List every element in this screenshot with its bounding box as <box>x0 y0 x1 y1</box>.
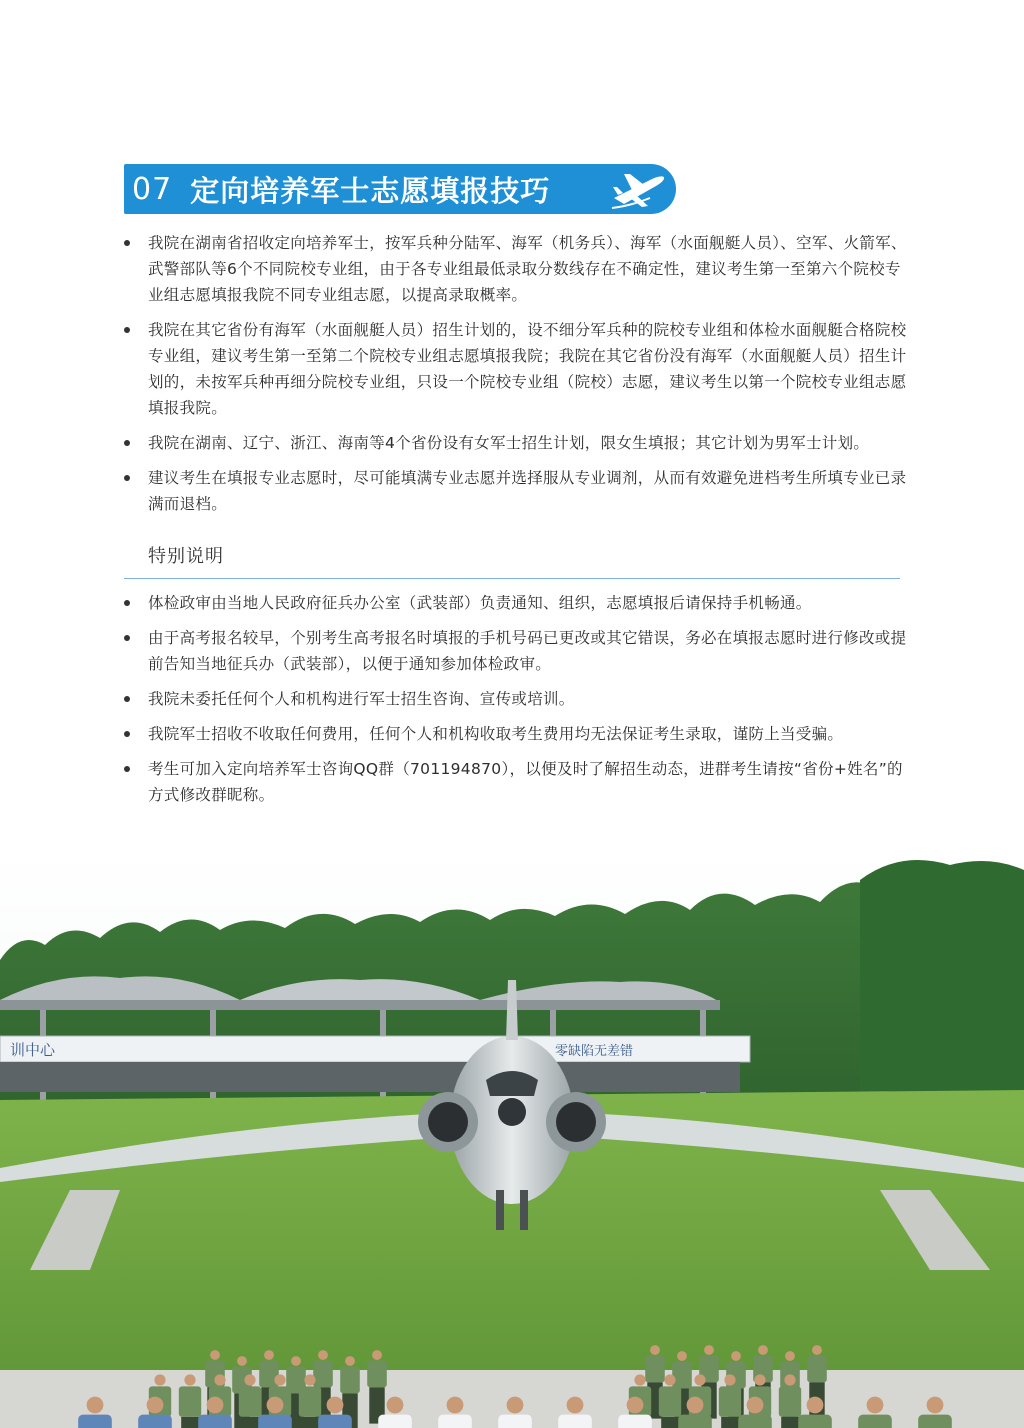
special-notes-list <box>120 590 910 817</box>
divider <box>124 578 900 579</box>
photo-illustration <box>0 850 1024 1428</box>
list-item: 考生可加入定向培养军士咨询QQ群（701194870），以便及时了解招生动态，进群考生请按“省份+姓名”的方式修改群昵称。 <box>120 756 910 808</box>
cadet-figure <box>367 1350 387 1424</box>
list-item: 我院在其它省份有海军（水面舰艇人员）招生计划的，设不细分军兵种的院校专业组和体检水面舰艇合格院校专业组，建议考生第一至第二个院校专业组志愿填报我院；我院在其它省份没有海军（水面舰艇人员）招生计划的，未按军兵种再细分院校专业组，只设一个院校专业组（院校）志愿，建议考生以第一个院校专业组志愿填报我院。 <box>120 317 910 421</box>
section-number: 07 <box>132 171 173 207</box>
airplane-icon <box>610 168 668 210</box>
list-item: 我院军士招收不收取任何费用，任何个人和机构收取考生费用均无法保证考生录取，谨防上当受骗。 <box>120 721 910 747</box>
sign-text-right: 零缺陷无差错 <box>555 1044 634 1059</box>
list-item: 我院未委托任何个人和机构进行军士招生咨询、宣传或培训。 <box>120 686 910 712</box>
list-item: 建议考生在填报专业志愿时，尽可能填满专业志愿并选择服从专业调剂，从而有效避免进档考生所填专业已录满而退档。 <box>120 465 910 517</box>
list-item: 由于高考报名较早，个别考生高考报名时填报的手机号码已更改或其它错误，务必在填报志愿时进行修改或提前告知当地征兵办（武装部），以便于通知参加体检政审。 <box>120 625 910 677</box>
list-item: 体检政审由当地人民政府征兵办公室（武装部）负责通知、组织，志愿填报后请保持手机畅通。 <box>120 590 910 616</box>
cadets-aircraft-photo <box>0 850 1024 1428</box>
special-notes-heading: 特别说明 <box>148 546 224 567</box>
tips-list <box>120 230 910 526</box>
sign-text-left: 训中心 <box>10 1041 56 1059</box>
section-title-banner <box>124 164 676 214</box>
section-title: 定向培养军士志愿填报技巧 <box>190 173 551 208</box>
list-item: 我院在湖南省招收定向培养军士，按军兵种分陆军、海军（机务兵）、海军（水面舰艇人员）、空军、火箭军、武警部队等6个不同院校专业组，由于各专业组最低录取分数线存在不确定性，建议考生第一至第六个院校专业组志愿填报我院不同专业组志愿，以提高录取概率。 <box>120 230 910 308</box>
list-item: 我院在湖南、辽宁、浙江、海南等4个省份设有女军士招生计划，限女生填报；其它计划为男军士计划。 <box>120 430 910 456</box>
